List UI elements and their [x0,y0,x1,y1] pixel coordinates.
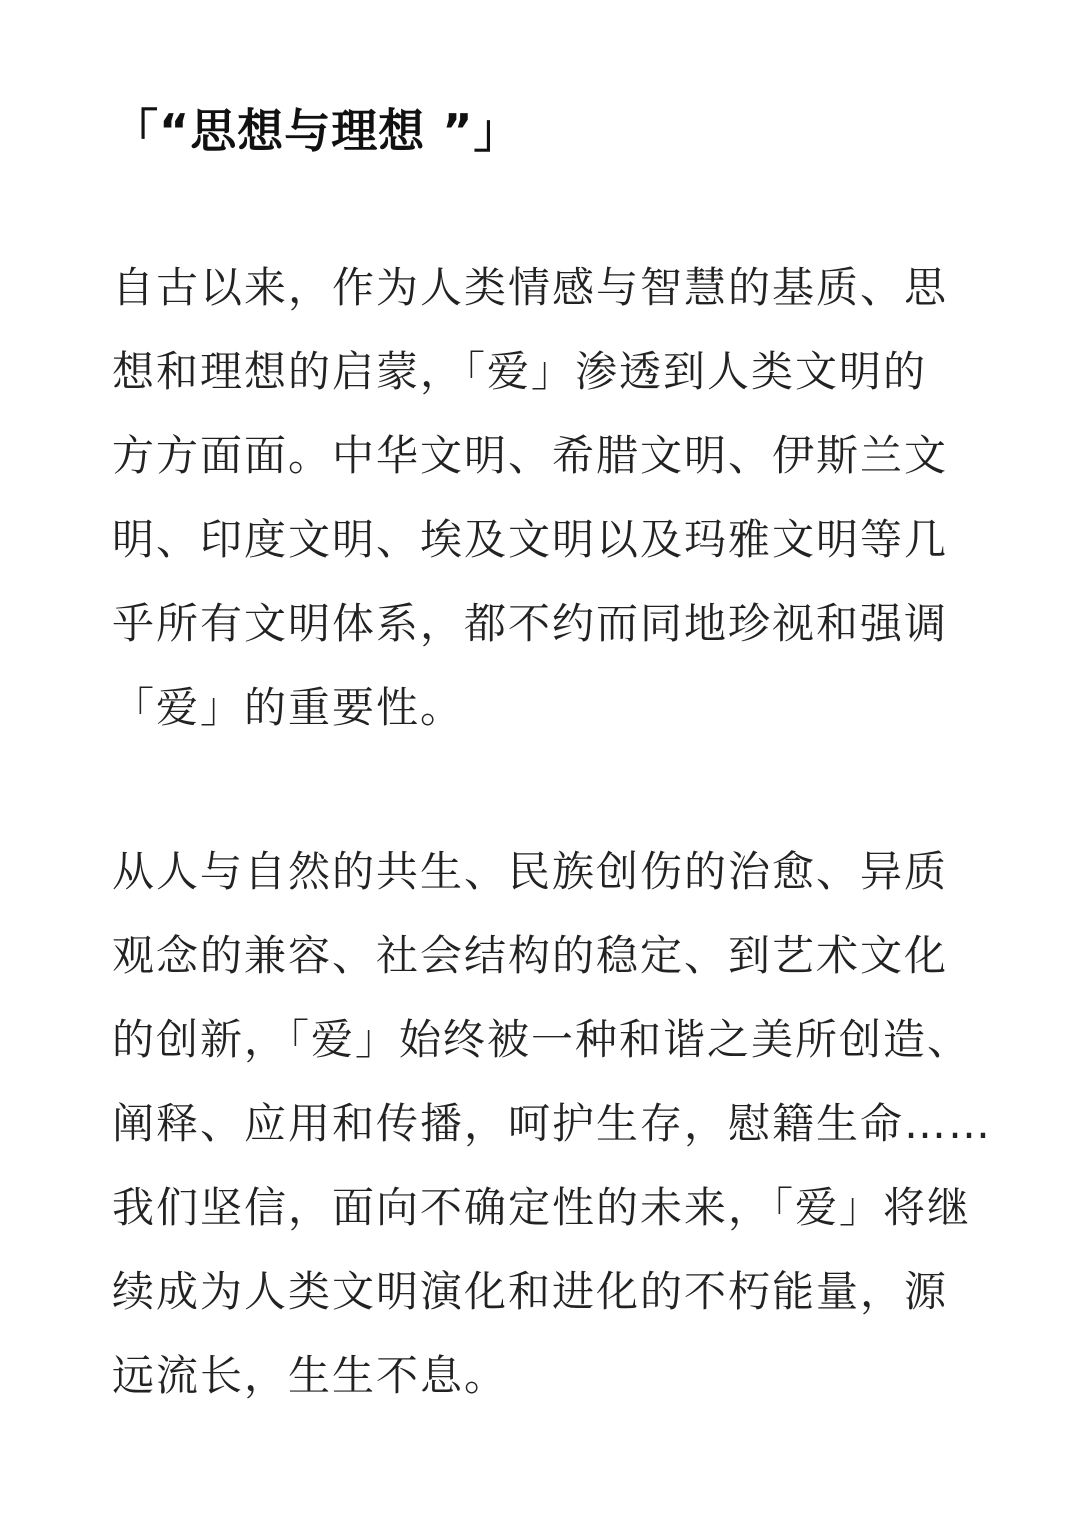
paragraph-line: 从人与自然的共生、民族创伤的治愈、异质 [112,847,949,896]
paragraph-1 [112,246,972,750]
paragraph-2 [112,830,993,1418]
paragraph-line: 阐释、应用和传播，呵护生存，慰籍生命…… [112,1099,993,1148]
paragraph-line: 想和理想的启蒙，「爱」渗透到人类文明的 [112,347,928,396]
paragraph-line: 自古以来，作为人类情感与智慧的基质、思 [112,263,949,312]
paragraph-line: 的创新，「爱」始终被一种和谐之美所创造、 [112,1015,972,1064]
paragraph-line: 「爱」的重要性。 [112,683,465,732]
paragraph-line: 明、印度文明、埃及文明以及玛雅文明等几 [112,515,949,564]
section-title: 「“思想与理想 ”」 [112,104,521,158]
paragraph-line: 我们坚信，面向不确定性的未来，「爱」将继 [112,1183,972,1232]
paragraph-line: 乎所有文明体系，都不约而同地珍视和强调 [112,599,949,648]
paragraph-line: 方方面面。中华文明、希腊文明、伊斯兰文 [112,431,949,480]
paragraph-line: 续成为人类文明演化和进化的不朽能量，源 [112,1267,949,1316]
paragraph-line: 远流长，生生不息。 [112,1351,509,1400]
paragraph-line: 观念的兼容、社会结构的稳定、到艺术文化 [112,931,949,980]
